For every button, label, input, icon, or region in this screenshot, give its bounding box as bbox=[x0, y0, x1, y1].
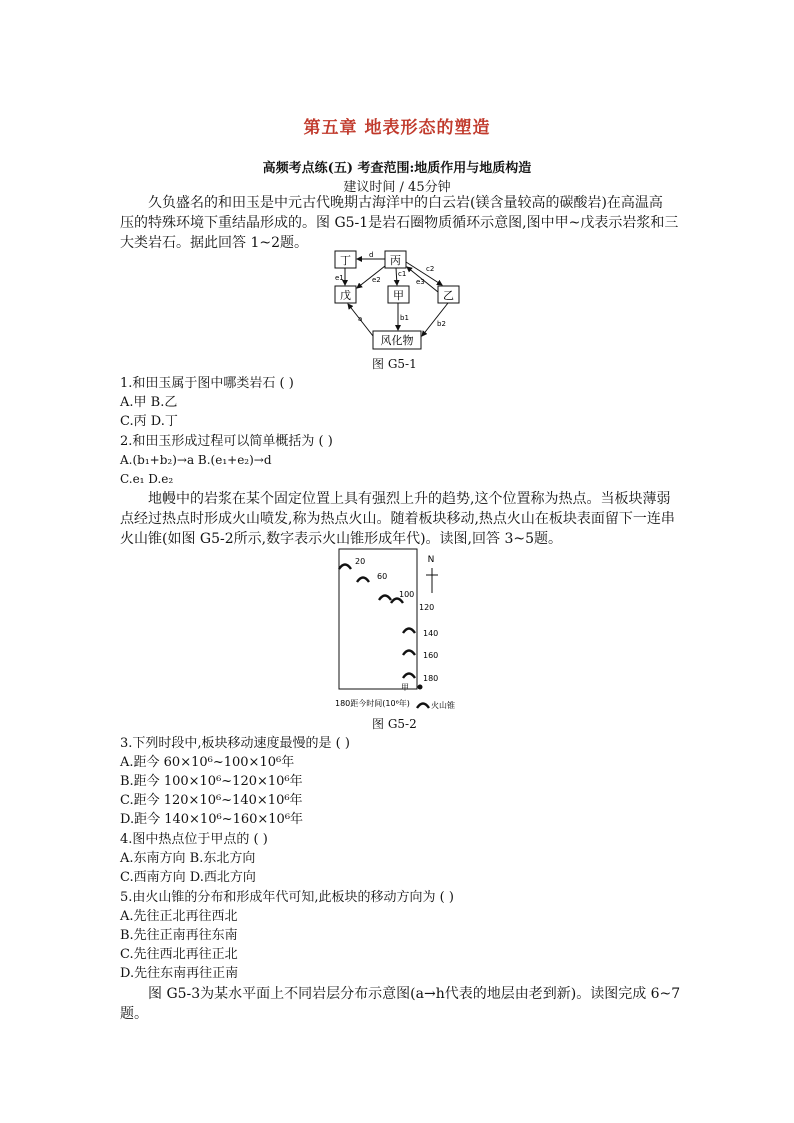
label-c1: c1 bbox=[398, 270, 407, 278]
legend-label: 火山锥 bbox=[431, 701, 455, 710]
q1-stem: 1.和田玉属于图中哪类岩石 ( ) bbox=[120, 376, 294, 391]
q4-stem: 4.图中热点位于甲点的 ( ) bbox=[120, 832, 268, 847]
q2-stem: 2.和田玉形成过程可以简单概括为 ( ) bbox=[120, 434, 333, 449]
q2-options-cd: C.e₁ D.e₂ bbox=[120, 472, 174, 486]
q3-option-a: A.距今 60×10⁶~100×10⁶年 bbox=[120, 755, 295, 770]
volcano-age-label: 100 bbox=[399, 590, 415, 599]
label-b2: b2 bbox=[437, 320, 446, 328]
chapter-title: 第五章 地表形态的塑造 bbox=[303, 118, 491, 138]
intro3-line1: 图 G5-3为某水平面上不同岩层分布示意图(a→h代表的地层由老到新)。读图完成 6~7 bbox=[148, 986, 681, 1002]
label-e3: e3 bbox=[416, 278, 425, 286]
intro2-line2: 点经过热点时形成火山喷发,称为热点火山。随着板块移动,热点火山在板块表面留下一连串 bbox=[120, 511, 675, 527]
label-e1: e1 bbox=[335, 274, 344, 282]
box-ding-label: 丁 bbox=[340, 254, 351, 267]
q5-option-b: B.先往正南再往东南 bbox=[120, 928, 238, 943]
volcano-age-label: 60 bbox=[377, 572, 388, 581]
box-bing-label: 丙 bbox=[390, 254, 401, 267]
time-axis-label: 180距今时间(10⁶年) bbox=[335, 699, 410, 708]
volcano-age-label: 160 bbox=[423, 651, 439, 660]
arrow-c1 bbox=[396, 268, 397, 285]
q5-option-c: C.先往西北再往正北 bbox=[120, 947, 238, 962]
q5-option-a: A.先往正北再往西北 bbox=[120, 909, 238, 924]
intro3-line2: 题。 bbox=[120, 1006, 148, 1022]
q3-option-c: C.距今 120×10⁶~140×10⁶年 bbox=[120, 793, 303, 808]
volcano-age-label: 20 bbox=[355, 557, 366, 566]
q5-option-d: D.先往东南再往正南 bbox=[120, 966, 239, 981]
box-wu-label: 戊 bbox=[340, 289, 351, 302]
suggested-time: 建议时间 / 45分钟 bbox=[343, 180, 451, 195]
box-jia-label: 甲 bbox=[393, 289, 404, 302]
hotspot-volcano-map bbox=[335, 548, 480, 712]
rock-cycle-diagram bbox=[330, 248, 470, 352]
legend-volcano-icon bbox=[417, 704, 429, 709]
q1-options-ab: A.甲 B.乙 bbox=[120, 395, 178, 410]
box-yi-label: 乙 bbox=[443, 289, 454, 302]
q3-option-d: D.距今 140×10⁶~160×10⁶年 bbox=[120, 812, 304, 827]
intro2-line1: 地幔中的岩浆在某个固定位置上具有强烈上升的趋势,这个位置称为热点。当板块薄弱 bbox=[148, 491, 671, 507]
north-label: N bbox=[427, 555, 435, 565]
q1-options-cd: C.丙 D.丁 bbox=[120, 414, 178, 429]
q2-options-ab: A.(b₁+b₂)→a B.(e₁+e₂)→d bbox=[120, 453, 272, 467]
q4-options-ab: A.东南方向 B.东北方向 bbox=[120, 851, 256, 866]
intro1-line1: 久负盛名的和田玉是中元古代晚期古海洋中的白云岩(镁含量较高的碳酸岩)在高温高 bbox=[148, 195, 663, 211]
figure2-caption: 图 G5-2 bbox=[372, 717, 417, 731]
label-e2: e2 bbox=[372, 276, 381, 284]
section-title: 高频考点练(五) 考查范围:地质作用与地质构造 bbox=[262, 161, 532, 176]
box-weathered-label: 风化物 bbox=[380, 334, 414, 347]
intro1-line2: 压的特殊环境下重结晶形成的。图 G5-1是岩石圈物质循环示意图,图中甲~戊表示岩浆和三 bbox=[120, 215, 679, 231]
label-a: a bbox=[358, 315, 363, 323]
point-jia-label: 甲 bbox=[401, 683, 409, 692]
q3-option-b: B.距今 100×10⁶~120×10⁶年 bbox=[120, 774, 303, 789]
volcano-age-label: 140 bbox=[423, 629, 439, 638]
q5-stem: 5.由火山锥的分布和形成年代可知,此板块的移动方向为 ( ) bbox=[120, 890, 454, 905]
q3-stem: 3.下列时段中,板块移动速度最慢的是 ( ) bbox=[120, 736, 350, 751]
intro1-line3: 大类岩石。据此回答 1~2题。 bbox=[120, 235, 308, 251]
label-d: d bbox=[369, 251, 374, 259]
volcano-age-label: 120 bbox=[419, 603, 435, 612]
label-b1: b1 bbox=[400, 314, 409, 322]
figure1-caption: 图 G5-1 bbox=[372, 357, 417, 371]
label-c2: c2 bbox=[426, 265, 435, 273]
intro2-line3: 火山锥(如图 G5-2所示,数字表示火山锥形成年代)。读图,回答 3~5题。 bbox=[120, 531, 562, 547]
arrow-e2 bbox=[357, 266, 385, 288]
volcano-age-label: 180 bbox=[423, 674, 439, 683]
q4-options-cd: C.西南方向 D.西北方向 bbox=[120, 870, 256, 885]
point-jia bbox=[418, 685, 423, 690]
